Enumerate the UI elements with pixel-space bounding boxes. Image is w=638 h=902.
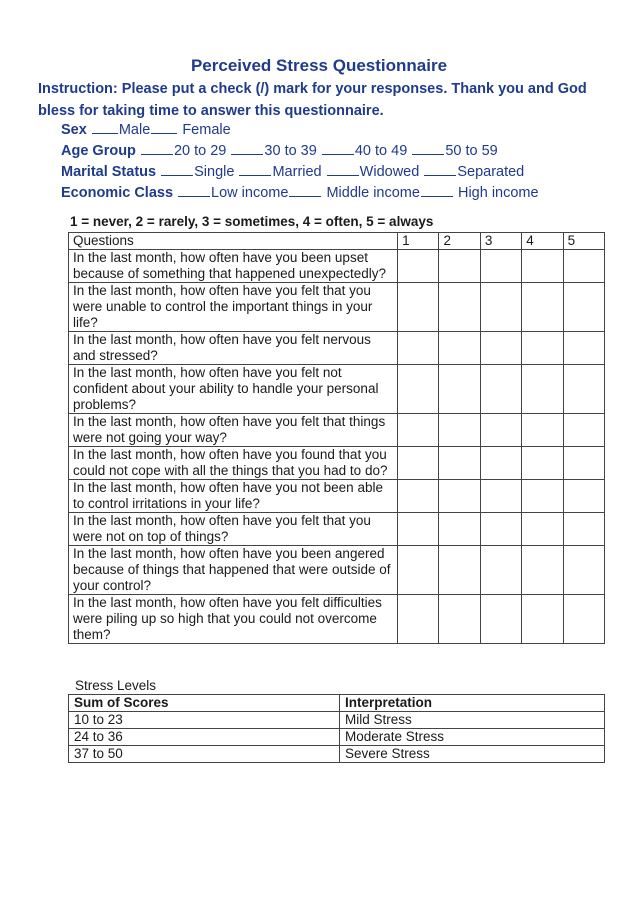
sex-male-option: Male xyxy=(118,122,151,138)
questions-header: Questions xyxy=(69,233,398,250)
answer-cell-4[interactable] xyxy=(522,250,563,283)
economic-option-1: Low income xyxy=(211,185,289,201)
question-text: In the last month, how often have you felt difficulties were piling up so high that you could not overcome them? xyxy=(69,595,398,644)
age-option-3: 40 to 49 xyxy=(354,143,408,159)
economic-option-3: High income xyxy=(457,185,539,201)
table-row xyxy=(69,746,605,763)
sex-row xyxy=(61,120,539,141)
age-blank-2[interactable] xyxy=(231,142,263,155)
answer-cell-5[interactable] xyxy=(563,595,604,644)
answer-cell-5[interactable] xyxy=(563,513,604,546)
column-header-3: 3 xyxy=(480,233,521,250)
sex-label: Sex xyxy=(61,122,87,138)
answer-cell-5[interactable] xyxy=(563,414,604,447)
marital-blank-4[interactable] xyxy=(424,163,456,176)
age-option-2: 30 to 39 xyxy=(264,143,317,159)
table-row xyxy=(69,250,605,283)
instruction-text: Instruction: Please put a check (/) mark for your responses. Thank you and God bless for taking time to answer this questionnaire. xyxy=(38,81,587,119)
interpretation: Mild Stress xyxy=(340,712,605,729)
answer-cell-4[interactable] xyxy=(522,365,563,414)
sex-male-blank[interactable] xyxy=(92,121,118,134)
answer-cell-4[interactable] xyxy=(522,513,563,546)
economic-option-2: Middle income xyxy=(326,185,420,201)
table-row xyxy=(69,729,605,746)
answer-cell-3[interactable] xyxy=(480,365,521,414)
answer-cell-5[interactable] xyxy=(563,332,604,365)
answer-cell-3[interactable] xyxy=(480,283,521,332)
table-header-row xyxy=(69,233,605,250)
score-range: 37 to 50 xyxy=(69,746,340,763)
answer-cell-2[interactable] xyxy=(439,447,480,480)
interpretation-header: Interpretation xyxy=(340,695,605,712)
answer-cell-4[interactable] xyxy=(522,480,563,513)
economic-row xyxy=(61,183,539,204)
question-text: In the last month, how often have you felt that you were not on top of things? xyxy=(69,513,398,546)
answer-cell-2[interactable] xyxy=(439,414,480,447)
marital-blank-3[interactable] xyxy=(327,163,359,176)
answer-cell-1[interactable] xyxy=(398,447,439,480)
answer-cell-4[interactable] xyxy=(522,414,563,447)
scale-legend: 1 = never, 2 = rarely, 3 = sometimes, 4 = often, 5 = always xyxy=(70,214,434,229)
page-title: Perceived Stress Questionnaire xyxy=(190,56,448,75)
answer-cell-3[interactable] xyxy=(480,546,521,595)
answer-cell-1[interactable] xyxy=(398,480,439,513)
answer-cell-3[interactable] xyxy=(480,595,521,644)
age-label: Age Group xyxy=(61,143,136,159)
answer-cell-2[interactable] xyxy=(439,283,480,332)
marital-option-3: Widowed xyxy=(359,164,420,180)
answer-cell-3[interactable] xyxy=(480,250,521,283)
answer-cell-2[interactable] xyxy=(439,546,480,595)
table-row xyxy=(69,414,605,447)
answer-cell-5[interactable] xyxy=(563,447,604,480)
marital-option-4: Separated xyxy=(457,164,525,180)
economic-label: Economic Class xyxy=(61,185,174,201)
answer-cell-5[interactable] xyxy=(563,365,604,414)
levels-header-row xyxy=(69,695,605,712)
answer-cell-1[interactable] xyxy=(398,332,439,365)
sum-header: Sum of Scores xyxy=(69,695,340,712)
answer-cell-3[interactable] xyxy=(480,513,521,546)
marital-row xyxy=(61,162,539,183)
answer-cell-5[interactable] xyxy=(563,546,604,595)
economic-blank-2[interactable] xyxy=(289,184,321,197)
question-text: In the last month, how often have you been upset because of something that happened unexpectedly? xyxy=(69,250,398,283)
demographics-section xyxy=(61,120,539,204)
answer-cell-2[interactable] xyxy=(439,250,480,283)
table-row xyxy=(69,595,605,644)
marital-option-2: Married xyxy=(272,164,322,180)
question-text: In the last month, how often have you found that you could not cope with all the things that you had to do? xyxy=(69,447,398,480)
age-blank-1[interactable] xyxy=(141,142,173,155)
stress-levels-title: Stress Levels xyxy=(75,678,157,693)
table-row xyxy=(69,332,605,365)
answer-cell-2[interactable] xyxy=(439,595,480,644)
answer-cell-2[interactable] xyxy=(439,480,480,513)
sex-female-blank[interactable] xyxy=(151,121,177,134)
score-range: 24 to 36 xyxy=(69,729,340,746)
answer-cell-5[interactable] xyxy=(563,283,604,332)
answer-cell-2[interactable] xyxy=(439,365,480,414)
answer-cell-1[interactable] xyxy=(398,546,439,595)
answer-cell-4[interactable] xyxy=(522,546,563,595)
marital-blank-2[interactable] xyxy=(239,163,271,176)
sex-female-option: Female xyxy=(182,122,231,138)
marital-option-1: Single xyxy=(194,164,235,180)
stress-questions-table xyxy=(68,232,605,644)
question-text: In the last month, how often have you been angered because of things that happened that were outside of your control? xyxy=(69,546,398,595)
age-option-4: 50 to 59 xyxy=(445,143,498,159)
answer-cell-1[interactable] xyxy=(398,595,439,644)
answer-cell-1[interactable] xyxy=(398,513,439,546)
column-header-5: 5 xyxy=(563,233,604,250)
table-row xyxy=(69,546,605,595)
answer-cell-2[interactable] xyxy=(439,513,480,546)
column-header-2: 2 xyxy=(439,233,480,250)
answer-cell-5[interactable] xyxy=(563,250,604,283)
question-text: In the last month, how often have you felt that you were unable to control the important things in your life? xyxy=(69,283,398,332)
answer-cell-1[interactable] xyxy=(398,414,439,447)
answer-cell-3[interactable] xyxy=(480,414,521,447)
marital-blank-1[interactable] xyxy=(161,163,193,176)
answer-cell-1[interactable] xyxy=(398,250,439,283)
answer-cell-2[interactable] xyxy=(439,332,480,365)
answer-cell-3[interactable] xyxy=(480,332,521,365)
column-header-4: 4 xyxy=(522,233,563,250)
answer-cell-5[interactable] xyxy=(563,480,604,513)
table-row xyxy=(69,513,605,546)
interpretation: Moderate Stress xyxy=(340,729,605,746)
interpretation: Severe Stress xyxy=(340,746,605,763)
answer-cell-4[interactable] xyxy=(522,595,563,644)
table-row xyxy=(69,365,605,414)
table-row xyxy=(69,480,605,513)
answer-cell-1[interactable] xyxy=(398,283,439,332)
age-row xyxy=(61,141,539,162)
stress-levels-table xyxy=(68,694,605,763)
question-text: In the last month, how often have you not been able to control irritations in your life? xyxy=(69,480,398,513)
answer-cell-3[interactable] xyxy=(480,447,521,480)
table-row xyxy=(69,712,605,729)
economic-blank-3[interactable] xyxy=(421,184,453,197)
column-header-1: 1 xyxy=(398,233,439,250)
answer-cell-4[interactable] xyxy=(522,447,563,480)
age-blank-4[interactable] xyxy=(412,142,444,155)
table-row xyxy=(69,447,605,480)
answer-cell-4[interactable] xyxy=(522,332,563,365)
question-text: In the last month, how often have you felt that things were not going your way? xyxy=(69,414,398,447)
answer-cell-3[interactable] xyxy=(480,480,521,513)
answer-cell-4[interactable] xyxy=(522,283,563,332)
age-blank-3[interactable] xyxy=(322,142,354,155)
question-text: In the last month, how often have you felt not confident about your ability to handle your personal problems? xyxy=(69,365,398,414)
table-row xyxy=(69,283,605,332)
economic-blank-1[interactable] xyxy=(178,184,210,197)
age-option-1: 20 to 29 xyxy=(173,143,227,159)
score-range: 10 to 23 xyxy=(69,712,340,729)
marital-label: Marital Status xyxy=(61,164,157,180)
question-text: In the last month, how often have you felt nervous and stressed? xyxy=(69,332,398,365)
answer-cell-1[interactable] xyxy=(398,365,439,414)
